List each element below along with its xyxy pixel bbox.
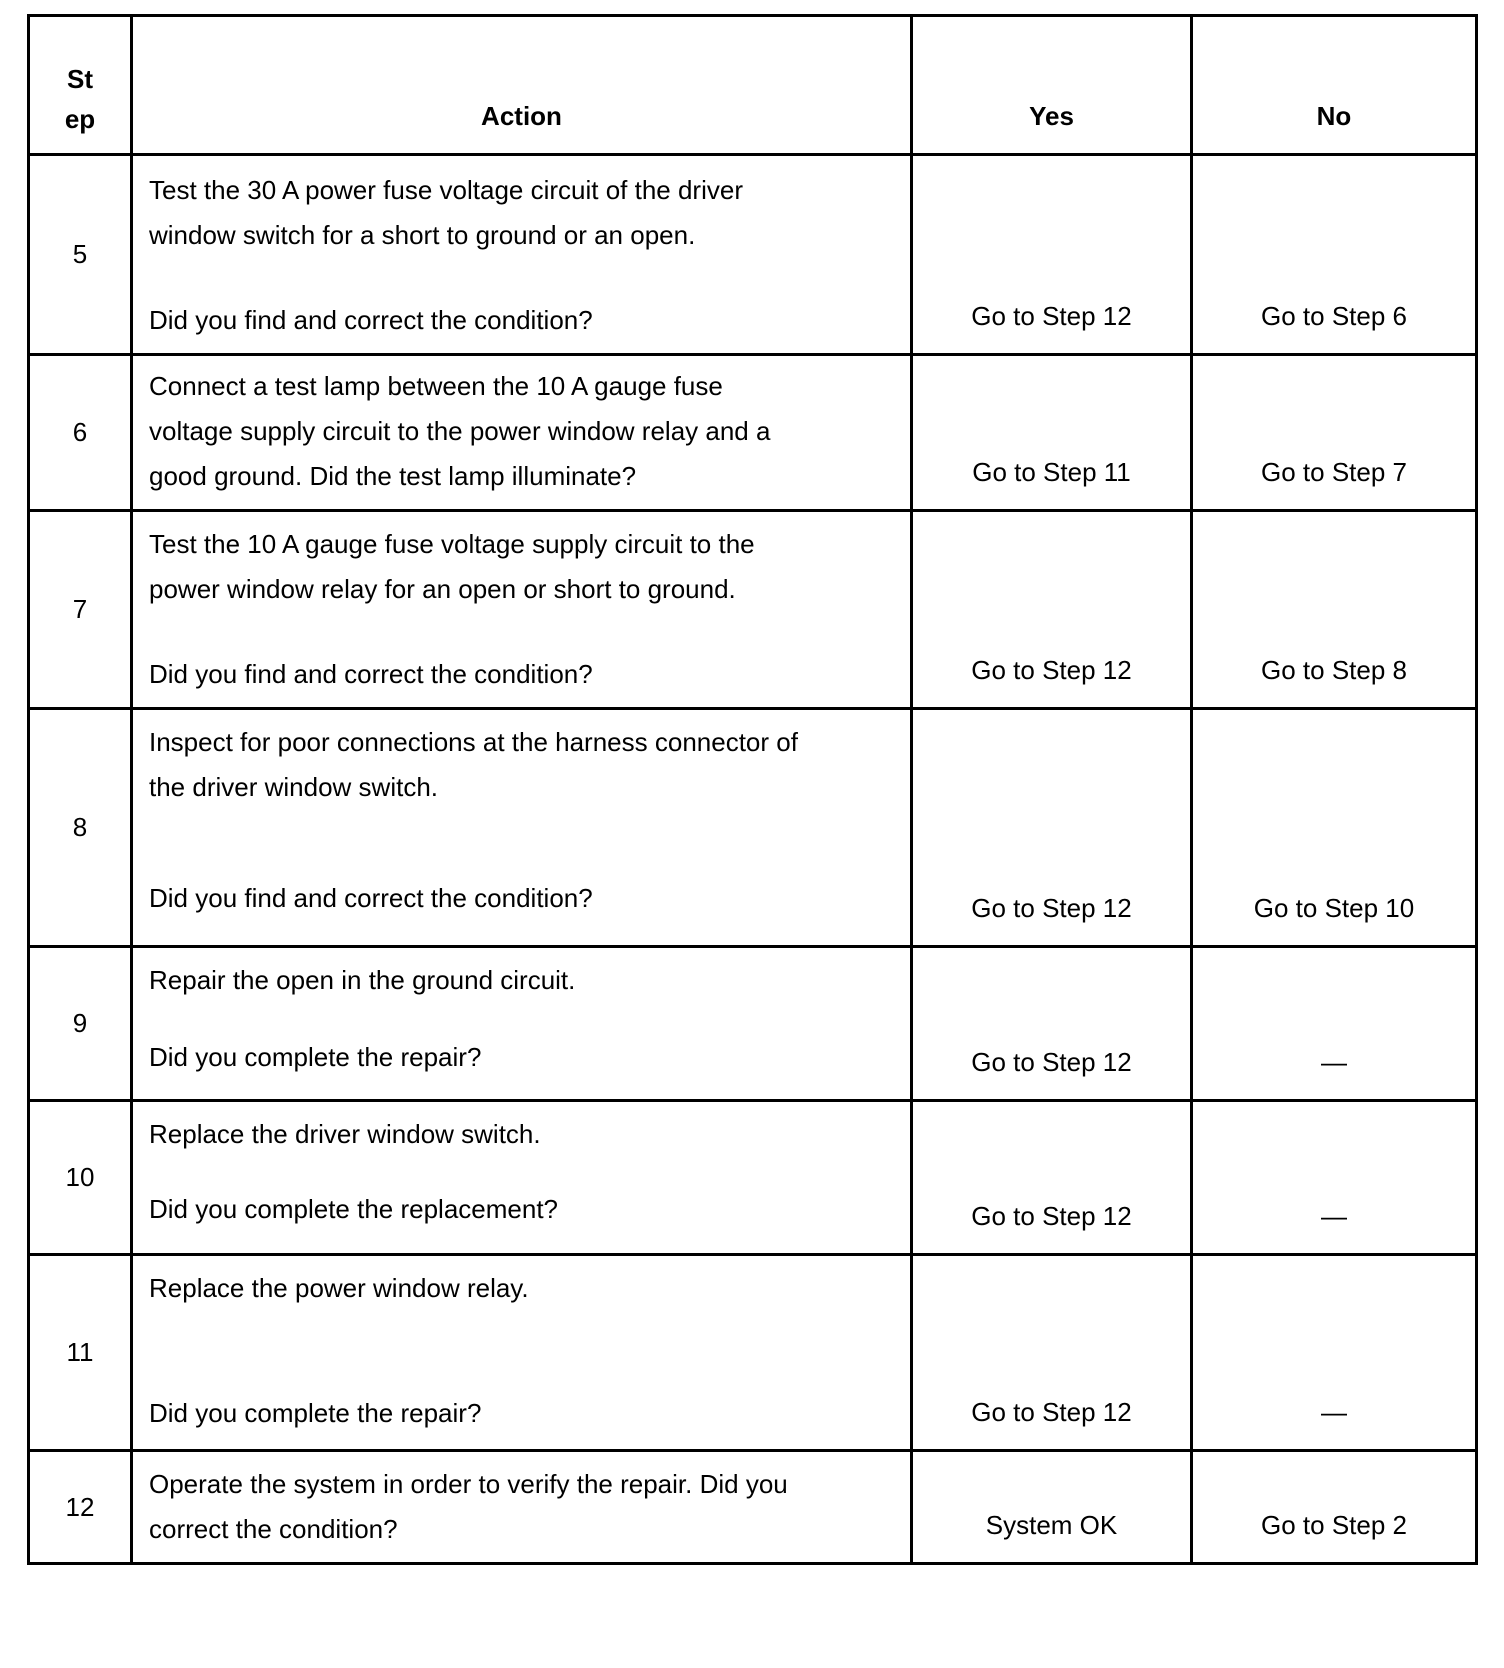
action-cell [132,1451,912,1564]
action-text: Test the 30 A power fuse voltage circuit of the driver [149,175,743,205]
yes-cell: Go to Step 12 [912,1255,1192,1451]
action-text: the driver window switch. [149,772,438,802]
yes-cell: Go to Step 12 [912,709,1192,947]
header-yes: Yes [912,16,1192,155]
action-text: good ground. Did the test lamp illuminate? [149,461,637,491]
no-cell: Go to Step 7 [1192,355,1477,511]
action-question: Did you complete the repair? [149,1398,482,1428]
no-cell: — [1192,1255,1477,1451]
action-cell [132,355,912,511]
step-number: 9 [29,947,132,1101]
action-cell [132,155,912,355]
yes-cell: System OK [912,1451,1192,1564]
action-question: Did you find and correct the condition? [149,305,593,335]
step-number: 5 [29,155,132,355]
table-row [29,709,1477,947]
action-question: Did you complete the replacement? [149,1194,559,1224]
table-row [29,511,1477,709]
action-text: voltage supply circuit to the power window relay and a [149,416,771,446]
step-number: 10 [29,1101,132,1255]
action-text: Operate the system in order to verify the repair. Did you [149,1469,788,1499]
action-question: Did you find and correct the condition? [149,883,593,913]
step-number: 8 [29,709,132,947]
no-cell: Go to Step 10 [1192,709,1477,947]
action-cell [132,1101,912,1255]
header-step-line1: St [67,64,93,94]
header-action: Action [132,16,912,155]
action-text: window switch for a short to ground or an open. [149,220,696,250]
no-cell: — [1192,947,1477,1101]
header-step-line2: ep [64,104,96,134]
step-number: 11 [29,1255,132,1451]
table-row [29,355,1477,511]
action-cell [132,709,912,947]
action-cell [132,511,912,709]
action-text: correct the condition? [149,1514,398,1544]
table-row [29,947,1477,1101]
action-text: Inspect for poor connections at the harness connector of [149,727,798,757]
header-no: No [1192,16,1477,155]
step-number: 7 [29,511,132,709]
yes-cell: Go to Step 12 [912,1101,1192,1255]
step-number: 12 [29,1451,132,1564]
action-text: Replace the driver window switch. [149,1119,541,1149]
no-cell: Go to Step 2 [1192,1451,1477,1564]
action-cell [132,947,912,1101]
yes-cell: Go to Step 12 [912,511,1192,709]
action-text: Test the 10 A gauge fuse voltage supply circuit to the [149,529,755,559]
action-question: Did you complete the repair? [149,1042,482,1072]
yes-cell: Go to Step 12 [912,947,1192,1101]
action-text: Replace the power window relay. [149,1273,529,1303]
action-cell [132,1255,912,1451]
header-row [29,16,1477,155]
no-cell: Go to Step 8 [1192,511,1477,709]
header-step [29,16,132,155]
action-question: Did you find and correct the condition? [149,659,593,689]
action-text: Connect a test lamp between the 10 A gauge fuse [149,371,723,401]
action-text: Repair the open in the ground circuit. [149,965,576,995]
diagnostic-table [27,14,1478,1565]
step-number: 6 [29,355,132,511]
no-cell: Go to Step 6 [1192,155,1477,355]
action-text: power window relay for an open or short to ground. [149,574,736,604]
yes-cell: Go to Step 11 [912,355,1192,511]
table-row [29,155,1477,355]
no-cell: — [1192,1101,1477,1255]
table-row [29,1451,1477,1564]
table-row [29,1101,1477,1255]
table-row [29,1255,1477,1451]
yes-cell: Go to Step 12 [912,155,1192,355]
